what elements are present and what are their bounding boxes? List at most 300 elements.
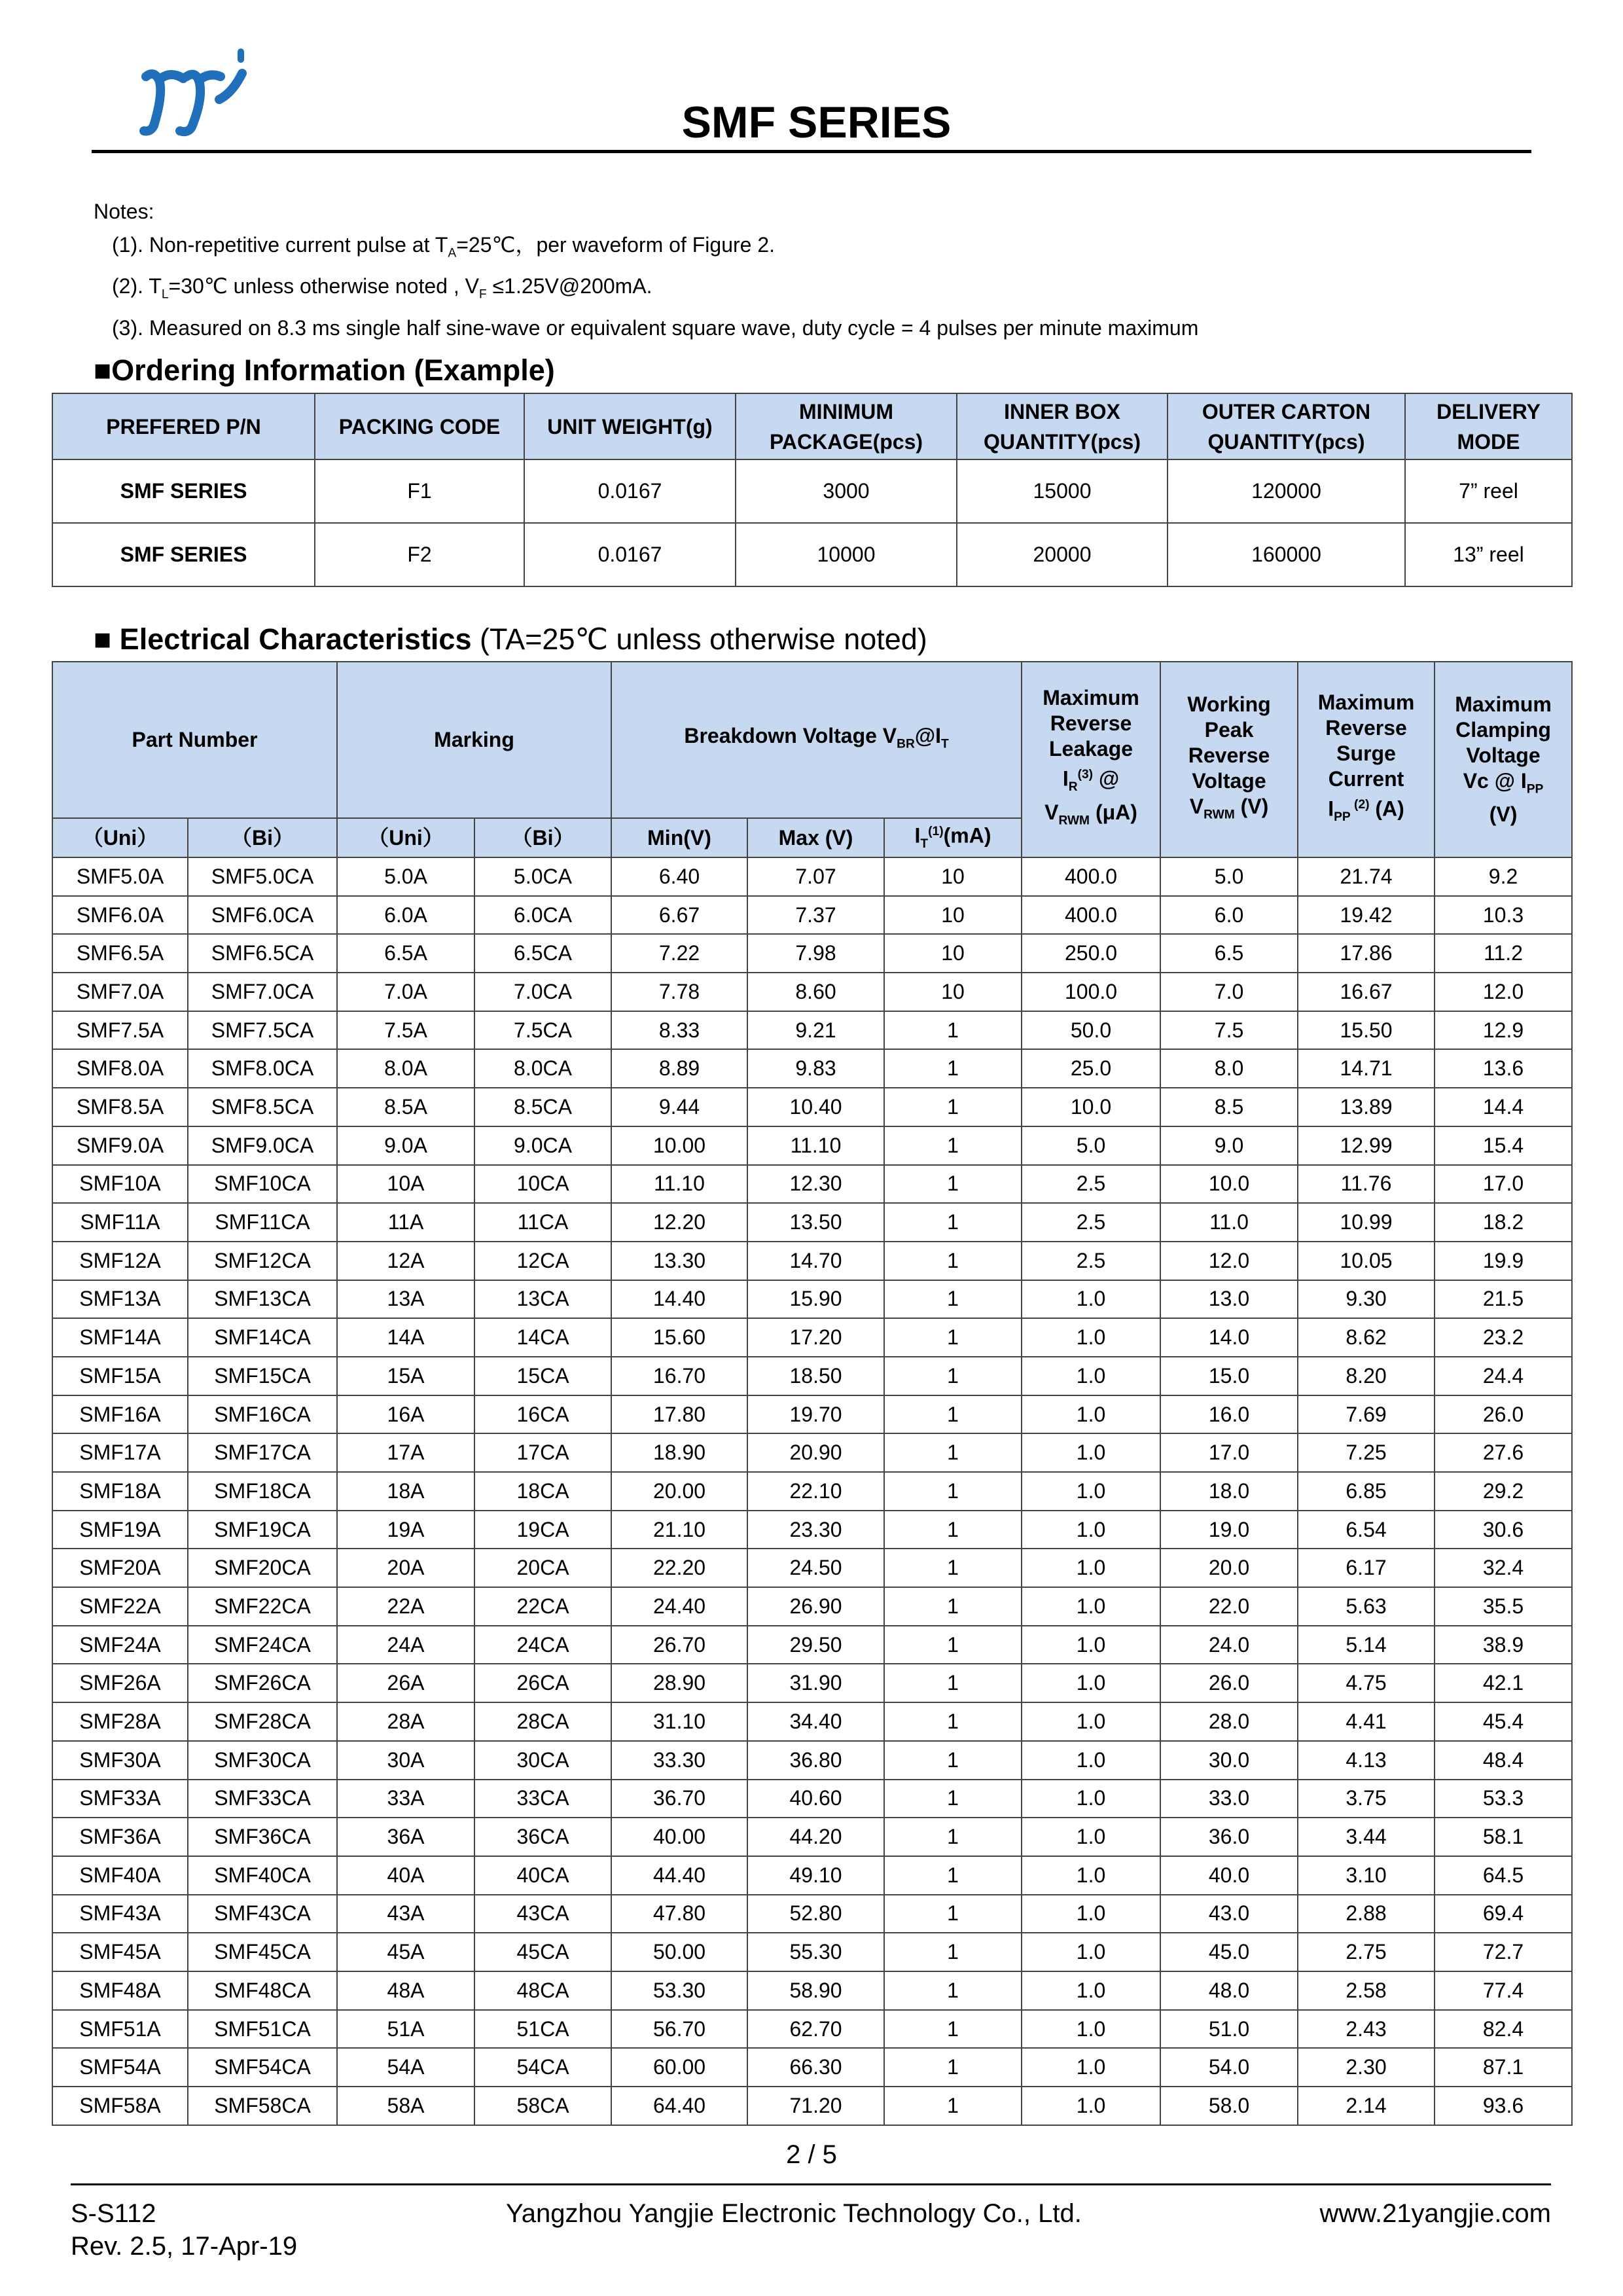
table-cell: 4.75 <box>1298 1664 1435 1702</box>
ordering-cell: 160000 <box>1168 523 1405 586</box>
table-cell: 400.0 <box>1022 896 1160 935</box>
table-cell: SMF15CA <box>188 1357 337 1395</box>
t: (mA) <box>943 823 991 848</box>
table-cell: 24.0 <box>1160 1626 1298 1664</box>
table-cell: 26CA <box>474 1664 611 1702</box>
table-cell: SMF33A <box>52 1780 188 1818</box>
label <box>1435 768 1571 802</box>
t: (A) <box>1369 797 1404 821</box>
table-row <box>52 2048 1572 2087</box>
table-cell: 24.4 <box>1435 1357 1572 1395</box>
table-cell: 11.76 <box>1298 1165 1435 1204</box>
ordering-heading: ■Ordering Information (Example) <box>94 353 555 387</box>
t: (V) <box>1234 794 1269 818</box>
table-row <box>52 1933 1572 1971</box>
table-cell: SMF45A <box>52 1933 188 1971</box>
table-cell: SMF30CA <box>188 1741 337 1780</box>
table-cell: SMF13CA <box>188 1280 337 1319</box>
table-cell: 19CA <box>474 1511 611 1549</box>
table-cell: 8.0 <box>1160 1049 1298 1088</box>
table-cell: 69.4 <box>1435 1895 1572 1933</box>
notes <box>94 195 1198 345</box>
table-cell: 1 <box>884 1818 1022 1856</box>
table-cell: 20.90 <box>747 1433 884 1472</box>
table-cell: 45.0 <box>1160 1933 1298 1971</box>
table-cell: 6.85 <box>1298 1472 1435 1511</box>
table-cell: 24CA <box>474 1626 611 1664</box>
table-cell: 6.0 <box>1160 896 1298 935</box>
table-cell: 8.5 <box>1160 1088 1298 1126</box>
table-cell: 1.0 <box>1022 2010 1160 2049</box>
table-cell: 1 <box>884 1702 1022 1741</box>
ordering-cell: F2 <box>315 523 524 586</box>
table-cell: 14.4 <box>1435 1088 1572 1126</box>
table-cell: SMF14A <box>52 1318 188 1357</box>
col-working <box>1160 662 1298 857</box>
table-cell: SMF54A <box>52 2048 188 2087</box>
table-cell: 30.6 <box>1435 1511 1572 1549</box>
table-cell: 1 <box>884 1626 1022 1664</box>
table-row <box>52 1433 1572 1472</box>
table-cell: 1.0 <box>1022 2048 1160 2087</box>
table-cell: 1 <box>884 1933 1022 1971</box>
table-cell: 18A <box>337 1472 474 1511</box>
table-cell: 40.0 <box>1160 1856 1298 1895</box>
t: V <box>1044 800 1059 825</box>
table-cell: 2.5 <box>1022 1203 1160 1242</box>
table-cell: 7.69 <box>1298 1395 1435 1434</box>
table-cell: SMF43A <box>52 1895 188 1933</box>
table-cell: 1 <box>884 1433 1022 1472</box>
table-cell: 9.44 <box>611 1088 747 1126</box>
table-cell: 10.99 <box>1298 1203 1435 1242</box>
table-cell: SMF15A <box>52 1357 188 1395</box>
table-cell: 27.6 <box>1435 1433 1572 1472</box>
table-cell: 23.30 <box>747 1511 884 1549</box>
table-cell: 250.0 <box>1022 934 1160 973</box>
table-row <box>52 1242 1572 1280</box>
table-cell: 12CA <box>474 1242 611 1280</box>
table-cell: 12.30 <box>747 1165 884 1204</box>
table-cell: 11CA <box>474 1203 611 1242</box>
table-cell: 1.0 <box>1022 1472 1160 1511</box>
table-cell: 8.5A <box>337 1088 474 1126</box>
ordering-col-header: INNER BOX QUANTITY(pcs) <box>957 393 1168 459</box>
table-cell: SMF12A <box>52 1242 188 1280</box>
table-cell: 17.0 <box>1160 1433 1298 1472</box>
table-cell: 7.98 <box>747 934 884 973</box>
table-cell: 51A <box>337 2010 474 2049</box>
table-row <box>52 1049 1572 1088</box>
table-cell: 1.0 <box>1022 1818 1160 1856</box>
table-cell: 1 <box>884 2048 1022 2087</box>
table-cell: 10 <box>884 973 1022 1011</box>
table-cell: 14CA <box>474 1318 611 1357</box>
table-cell: 10 <box>884 934 1022 973</box>
note-text: Non-repetitive current pulse at T <box>149 233 448 257</box>
table-cell: 31.90 <box>747 1664 884 1702</box>
table-cell: 7.25 <box>1298 1433 1435 1472</box>
table-cell: 1.0 <box>1022 1549 1160 1587</box>
table-cell: 13.6 <box>1435 1049 1572 1088</box>
table-cell: SMF28A <box>52 1702 188 1741</box>
table-cell: 33CA <box>474 1780 611 1818</box>
t: I <box>1062 766 1069 791</box>
table-cell: 8.60 <box>747 973 884 1011</box>
table-cell: 5.0CA <box>474 857 611 896</box>
table-cell: 7.0A <box>337 973 474 1011</box>
table-cell: 8.89 <box>611 1049 747 1088</box>
note-sub: F <box>478 287 487 302</box>
table-cell: SMF14CA <box>188 1318 337 1357</box>
t: V <box>1189 794 1204 818</box>
table-row <box>52 1357 1572 1395</box>
table-cell: 22.10 <box>747 1472 884 1511</box>
table-row <box>52 1741 1572 1780</box>
table-cell: 8.5CA <box>474 1088 611 1126</box>
table-cell: 1.0 <box>1022 1741 1160 1780</box>
label <box>1022 800 1160 833</box>
electrical-table <box>52 661 1573 2126</box>
table-cell: 2.43 <box>1298 2010 1435 2049</box>
table-cell: SMF26A <box>52 1664 188 1702</box>
table-cell: SMF20A <box>52 1549 188 1587</box>
page-number: 2 / 5 <box>786 2140 837 2169</box>
table-cell: 12A <box>337 1242 474 1280</box>
table-cell: 1 <box>884 1203 1022 1242</box>
table-cell: SMF40A <box>52 1856 188 1895</box>
table-cell: SMF6.5A <box>52 934 188 973</box>
table-cell: SMF16A <box>52 1395 188 1434</box>
t: I <box>914 823 921 848</box>
table-cell: 15A <box>337 1357 474 1395</box>
table-cell: 23.2 <box>1435 1318 1572 1357</box>
table-cell: SMF5.0CA <box>188 857 337 896</box>
table-cell: 1.0 <box>1022 1433 1160 1472</box>
table-cell: 25.0 <box>1022 1049 1160 1088</box>
table-cell: 47.80 <box>611 1895 747 1933</box>
table-cell: 1.0 <box>1022 1780 1160 1818</box>
table-cell: 28CA <box>474 1702 611 1741</box>
heading-bold: ■ Electrical Characteristics <box>94 622 472 656</box>
table-cell: 12.99 <box>1298 1126 1435 1165</box>
table-cell: SMF7.0A <box>52 973 188 1011</box>
table-cell: 1 <box>884 1049 1022 1088</box>
table-cell: 10.0 <box>1022 1088 1160 1126</box>
table-row <box>52 1203 1572 1242</box>
table-cell: 38.9 <box>1435 1626 1572 1664</box>
ordering-cell: 0.0167 <box>524 459 736 523</box>
table-cell: 93.6 <box>1435 2087 1572 2125</box>
table-row <box>52 1126 1572 1165</box>
table-cell: SMF36CA <box>188 1818 337 1856</box>
table-cell: 55.30 <box>747 1933 884 1971</box>
table-cell: 1 <box>884 1895 1022 1933</box>
table-cell: 15.90 <box>747 1280 884 1319</box>
col-breakdown <box>611 662 1022 818</box>
table-cell: 5.63 <box>1298 1587 1435 1626</box>
table-cell: 28.0 <box>1160 1702 1298 1741</box>
table-cell: SMF11A <box>52 1203 188 1242</box>
table-cell: 15.50 <box>1298 1011 1435 1050</box>
note-prefix: (2). <box>112 274 143 298</box>
note-1 <box>94 228 1198 270</box>
table-cell: 43.0 <box>1160 1895 1298 1933</box>
table-cell: 1 <box>884 1280 1022 1319</box>
table-cell: 9.2 <box>1435 857 1572 896</box>
table-cell: 2.14 <box>1298 2087 1435 2125</box>
table-cell: 7.07 <box>747 857 884 896</box>
ordering-row <box>52 523 1572 586</box>
table-row <box>52 1587 1572 1626</box>
table-row <box>52 1165 1572 1204</box>
table-cell: 11.10 <box>611 1165 747 1204</box>
note-text: =30℃ unless otherwise noted , V <box>168 274 479 298</box>
table-cell: 12.0 <box>1160 1242 1298 1280</box>
heading-rest: (TA=25℃ unless otherwise noted) <box>471 622 927 656</box>
table-cell: 4.41 <box>1298 1702 1435 1741</box>
table-cell: 1.0 <box>1022 1895 1160 1933</box>
table-cell: SMF5.0A <box>52 857 188 896</box>
table-cell: 36CA <box>474 1818 611 1856</box>
table-cell: 1.0 <box>1022 1971 1160 2010</box>
table-cell: 82.4 <box>1435 2010 1572 2049</box>
table-cell: 10 <box>884 896 1022 935</box>
table-cell: 13.89 <box>1298 1088 1435 1126</box>
table-cell: 56.70 <box>611 2010 747 2049</box>
table-cell: SMF17CA <box>188 1433 337 1472</box>
sub: R <box>1068 780 1078 795</box>
table-row <box>52 1549 1572 1587</box>
col-marking: Marking <box>337 662 611 818</box>
col-clamp <box>1435 662 1572 857</box>
table-cell: 8.20 <box>1298 1357 1435 1395</box>
company-name: Yangzhou Yangjie Electronic Technology Co., Ltd. <box>506 2199 1082 2228</box>
label: @I <box>914 723 941 747</box>
table-cell: 17.20 <box>747 1318 884 1357</box>
table-cell: 8.62 <box>1298 1318 1435 1357</box>
table-cell: 58CA <box>474 2087 611 2125</box>
table-cell: SMF16CA <box>188 1395 337 1434</box>
ordering-cell: 13” reel <box>1405 523 1572 586</box>
table-cell: 6.5A <box>337 934 474 973</box>
table-cell: 42.1 <box>1435 1664 1572 1702</box>
table-cell: 1 <box>884 1011 1022 1050</box>
table-cell: 26A <box>337 1664 474 1702</box>
header-divider <box>92 150 1531 153</box>
table-cell: 58.1 <box>1435 1818 1572 1856</box>
table-cell: 17CA <box>474 1433 611 1472</box>
label: Maximum Clamping Voltage <box>1455 692 1552 767</box>
revision: Rev. 2.5, 17-Apr-19 <box>71 2232 298 2261</box>
table-cell: 54A <box>337 2048 474 2087</box>
table-cell: 12.20 <box>611 1203 747 1242</box>
table-cell: 1.0 <box>1022 1664 1160 1702</box>
table-cell: 20.0 <box>1160 1549 1298 1587</box>
table-cell: 11A <box>337 1203 474 1242</box>
table-cell: 52.80 <box>747 1895 884 1933</box>
table-cell: 5.14 <box>1298 1626 1435 1664</box>
table-cell: 29.2 <box>1435 1472 1572 1511</box>
table-cell: 51.0 <box>1160 2010 1298 2049</box>
table-cell: 1.0 <box>1022 1395 1160 1434</box>
table-row <box>52 1971 1572 2010</box>
col-surge <box>1298 662 1435 857</box>
table-cell: SMF8.5A <box>52 1088 188 1126</box>
table-row <box>52 1088 1572 1126</box>
table-cell: 40.00 <box>611 1818 747 1856</box>
table-cell: 18.2 <box>1435 1203 1572 1242</box>
table-cell: 1 <box>884 1971 1022 2010</box>
table-row <box>52 2087 1572 2125</box>
note-prefix: (1). <box>112 233 143 257</box>
table-cell: 8.0CA <box>474 1049 611 1088</box>
table-cell: 24A <box>337 1626 474 1664</box>
sub: T <box>920 837 929 852</box>
col-leakage <box>1022 662 1160 857</box>
note-text: ≤1.25V@200mA. <box>486 274 652 298</box>
table-row <box>52 1318 1572 1357</box>
table-row <box>52 2010 1572 2049</box>
label <box>1022 762 1160 800</box>
table-cell: 16.0 <box>1160 1395 1298 1434</box>
ordering-cell: SMF SERIES <box>52 523 315 586</box>
table-cell: 10CA <box>474 1165 611 1204</box>
table-cell: 43A <box>337 1895 474 1933</box>
table-cell: 1 <box>884 1395 1022 1434</box>
electrical-heading <box>94 622 927 656</box>
table-cell: SMF13A <box>52 1280 188 1319</box>
table-cell: 30A <box>337 1741 474 1780</box>
sub: RWM <box>1204 808 1235 822</box>
table-cell: 11.10 <box>747 1126 884 1165</box>
table-cell: 15.60 <box>611 1318 747 1357</box>
table-cell: SMF20CA <box>188 1549 337 1587</box>
table-cell: 1 <box>884 1780 1022 1818</box>
table-cell: 6.67 <box>611 896 747 935</box>
ordering-cell: 7” reel <box>1405 459 1572 523</box>
table-cell: 7.0CA <box>474 973 611 1011</box>
sub: T <box>940 737 949 751</box>
ordering-cell: 20000 <box>957 523 1168 586</box>
table-cell: 48CA <box>474 1971 611 2010</box>
table-cell: 36A <box>337 1818 474 1856</box>
table-cell: 1.0 <box>1022 1587 1160 1626</box>
table-cell: 1.0 <box>1022 1856 1160 1895</box>
label: Maximum Reverse Leakage <box>1043 686 1139 761</box>
table-cell: SMF6.0A <box>52 896 188 935</box>
table-cell: 10A <box>337 1165 474 1204</box>
table-cell: 1 <box>884 1357 1022 1395</box>
table-cell: SMF11CA <box>188 1203 337 1242</box>
table-cell: 40A <box>337 1856 474 1895</box>
table-cell: SMF24A <box>52 1626 188 1664</box>
ordering-header-row <box>52 393 1572 459</box>
sub: PP <box>1334 810 1351 824</box>
ordering-cell: 120000 <box>1168 459 1405 523</box>
table-cell: 15CA <box>474 1357 611 1395</box>
table-cell: SMF48CA <box>188 1971 337 2010</box>
table-cell: 14A <box>337 1318 474 1357</box>
table-cell: 54CA <box>474 2048 611 2087</box>
col-max: Max (V) <box>747 818 884 857</box>
doc-id: S-S112 <box>71 2199 156 2228</box>
website-link[interactable]: www.21yangjie.com <box>1319 2199 1551 2228</box>
table-cell: 18.90 <box>611 1433 747 1472</box>
table-cell: 87.1 <box>1435 2048 1572 2087</box>
ordering-cell: F1 <box>315 459 524 523</box>
t: (μA) <box>1090 800 1137 825</box>
table-cell: 26.0 <box>1435 1395 1572 1434</box>
table-cell: 7.22 <box>611 934 747 973</box>
table-cell: SMF40CA <box>188 1856 337 1895</box>
t: I <box>1328 797 1334 821</box>
table-cell: 9.0A <box>337 1126 474 1165</box>
note-text: Measured on 8.3 ms single half sine-wave or equivalent square wave, duty cycle = 4 pulses per minute maximum <box>149 315 1199 340</box>
table-cell: 6.0A <box>337 896 474 935</box>
table-cell: 1 <box>884 1126 1022 1165</box>
table-cell: 58.90 <box>747 1971 884 2010</box>
table-row <box>52 896 1572 935</box>
table-cell: 1.0 <box>1022 1280 1160 1319</box>
table-cell: 7.5 <box>1160 1011 1298 1050</box>
table-cell: SMF10A <box>52 1165 188 1204</box>
table-row <box>52 934 1572 973</box>
table-cell: 19.0 <box>1160 1511 1298 1549</box>
table-cell: SMF45CA <box>188 1933 337 1971</box>
table-cell: 13.50 <box>747 1203 884 1242</box>
table-cell: 17A <box>337 1433 474 1472</box>
col-min: Min(V) <box>611 818 747 857</box>
col-bi: （Bi） <box>188 818 337 857</box>
table-cell: 1.0 <box>1022 2087 1160 2125</box>
table-cell: 36.70 <box>611 1780 747 1818</box>
table-cell: 51CA <box>474 2010 611 2049</box>
table-cell: 2.30 <box>1298 2048 1435 2087</box>
table-cell: 1.0 <box>1022 1702 1160 1741</box>
table-cell: 71.20 <box>747 2087 884 2125</box>
ordering-cell: 0.0167 <box>524 523 736 586</box>
t: Vc @ I <box>1463 768 1527 793</box>
table-cell: 8.0A <box>337 1049 474 1088</box>
table-cell: SMF58CA <box>188 2087 337 2125</box>
note-2 <box>94 270 1198 311</box>
table-cell: 28A <box>337 1702 474 1741</box>
table-cell: SMF33CA <box>188 1780 337 1818</box>
ordering-col-header: PACKING CODE <box>315 393 524 459</box>
table-cell: SMF19CA <box>188 1511 337 1549</box>
table-cell: 14.40 <box>611 1280 747 1319</box>
table-row <box>52 1011 1572 1050</box>
table-cell: 1 <box>884 1088 1022 1126</box>
table-cell: 16A <box>337 1395 474 1434</box>
table-cell: 10.00 <box>611 1126 747 1165</box>
ordering-cell: SMF SERIES <box>52 459 315 523</box>
table-cell: 19.42 <box>1298 896 1435 935</box>
note-text: T <box>149 274 162 298</box>
table-cell: 20A <box>337 1549 474 1587</box>
table-cell: 18.0 <box>1160 1472 1298 1511</box>
table-cell: SMF8.5CA <box>188 1088 337 1126</box>
table-cell: 10.3 <box>1435 896 1572 935</box>
table-cell: 34.40 <box>747 1702 884 1741</box>
table-cell: 3.75 <box>1298 1780 1435 1818</box>
table-cell: SMF18CA <box>188 1472 337 1511</box>
table-row <box>52 1280 1572 1319</box>
table-cell: 6.54 <box>1298 1511 1435 1549</box>
table-cell: 53.3 <box>1435 1780 1572 1818</box>
col-it <box>884 818 1022 857</box>
